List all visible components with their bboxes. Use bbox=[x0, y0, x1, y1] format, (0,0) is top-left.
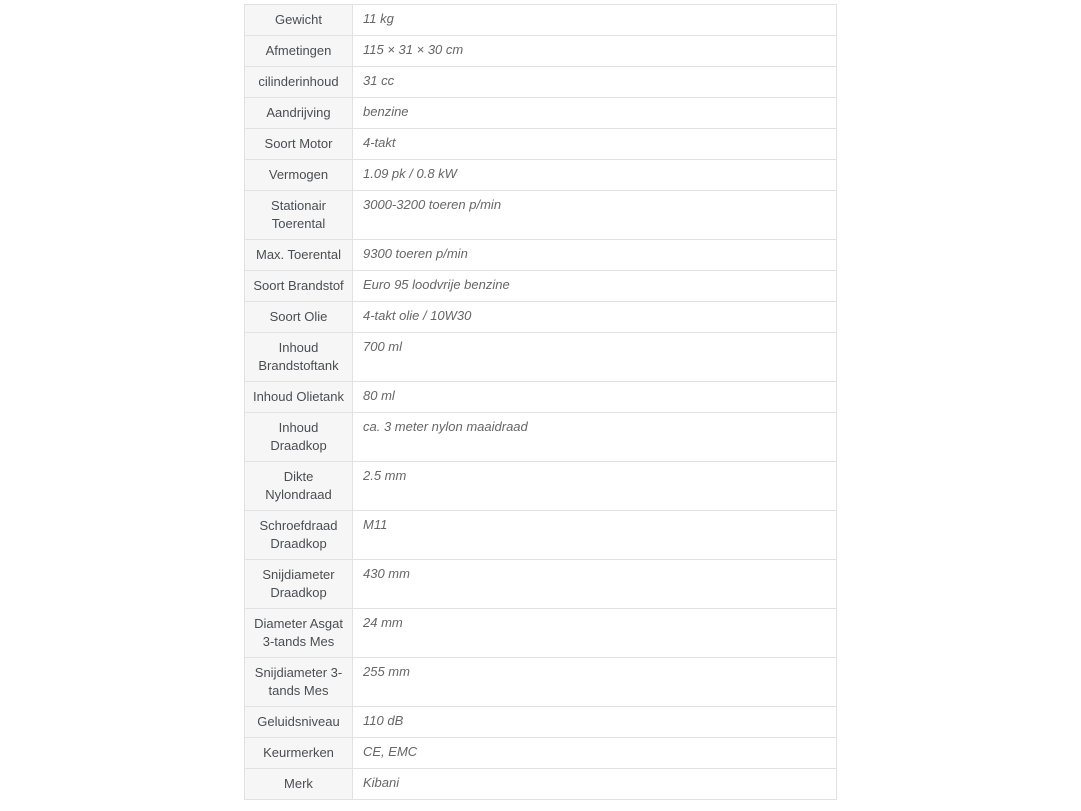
spec-label: Inhoud Olietank bbox=[245, 382, 353, 413]
spec-value: 24 mm bbox=[353, 609, 837, 658]
spec-value: 2.5 mm bbox=[353, 462, 837, 511]
spec-label: Gewicht bbox=[245, 5, 353, 36]
spec-row bbox=[245, 5, 837, 36]
spec-value: ca. 3 meter nylon maaidraad bbox=[353, 413, 837, 462]
spec-label: Aandrijving bbox=[245, 98, 353, 129]
page bbox=[0, 4, 1081, 811]
spec-row bbox=[245, 462, 837, 511]
spec-row bbox=[245, 769, 837, 800]
spec-row bbox=[245, 129, 837, 160]
spec-label: Soort Motor bbox=[245, 129, 353, 160]
spec-row bbox=[245, 658, 837, 707]
spec-row bbox=[245, 511, 837, 560]
spec-row bbox=[245, 67, 837, 98]
spec-value: 4-takt bbox=[353, 129, 837, 160]
spec-value: M11 bbox=[353, 511, 837, 560]
spec-value: Kibani bbox=[353, 769, 837, 800]
spec-row bbox=[245, 271, 837, 302]
specs-table-body bbox=[245, 5, 837, 800]
spec-label: Schroefdraad Draadkop bbox=[245, 511, 353, 560]
spec-row bbox=[245, 413, 837, 462]
spec-value: 110 dB bbox=[353, 707, 837, 738]
spec-value: 4-takt olie / 10W30 bbox=[353, 302, 837, 333]
spec-label: Soort Brandstof bbox=[245, 271, 353, 302]
spec-value: 430 mm bbox=[353, 560, 837, 609]
spec-label: Dikte Nylondraad bbox=[245, 462, 353, 511]
spec-label: Stationair Toerental bbox=[245, 191, 353, 240]
spec-value: 255 mm bbox=[353, 658, 837, 707]
spec-label: Max. Toerental bbox=[245, 240, 353, 271]
spec-row bbox=[245, 560, 837, 609]
spec-label: Afmetingen bbox=[245, 36, 353, 67]
spec-row bbox=[245, 36, 837, 67]
spec-row bbox=[245, 738, 837, 769]
spec-label: Soort Olie bbox=[245, 302, 353, 333]
spec-value: 1.09 pk / 0.8 kW bbox=[353, 160, 837, 191]
spec-value: 9300 toeren p/min bbox=[353, 240, 837, 271]
spec-value: 11 kg bbox=[353, 5, 837, 36]
spec-row bbox=[245, 191, 837, 240]
spec-label: Diameter Asgat 3-tands Mes bbox=[245, 609, 353, 658]
spec-value: 31 cc bbox=[353, 67, 837, 98]
spec-row bbox=[245, 707, 837, 738]
spec-value: 80 ml bbox=[353, 382, 837, 413]
spec-row bbox=[245, 160, 837, 191]
spec-value: 3000-3200 toeren p/min bbox=[353, 191, 837, 240]
specs-table bbox=[244, 4, 837, 800]
spec-value: 115 × 31 × 30 cm bbox=[353, 36, 837, 67]
spec-row bbox=[245, 98, 837, 129]
spec-label: Inhoud Brandstoftank bbox=[245, 333, 353, 382]
spec-row bbox=[245, 609, 837, 658]
spec-value: 700 ml bbox=[353, 333, 837, 382]
spec-row bbox=[245, 240, 837, 271]
spec-value: benzine bbox=[353, 98, 837, 129]
spec-value: CE, EMC bbox=[353, 738, 837, 769]
spec-row bbox=[245, 382, 837, 413]
spec-label: Merk bbox=[245, 769, 353, 800]
spec-label: Snijdiameter 3-tands Mes bbox=[245, 658, 353, 707]
spec-label: Geluidsniveau bbox=[245, 707, 353, 738]
spec-row bbox=[245, 333, 837, 382]
spec-label: cilinderinhoud bbox=[245, 67, 353, 98]
spec-row bbox=[245, 302, 837, 333]
spec-value: Euro 95 loodvrije benzine bbox=[353, 271, 837, 302]
spec-label: Vermogen bbox=[245, 160, 353, 191]
spec-label: Inhoud Draadkop bbox=[245, 413, 353, 462]
spec-label: Snijdiameter Draadkop bbox=[245, 560, 353, 609]
spec-label: Keurmerken bbox=[245, 738, 353, 769]
